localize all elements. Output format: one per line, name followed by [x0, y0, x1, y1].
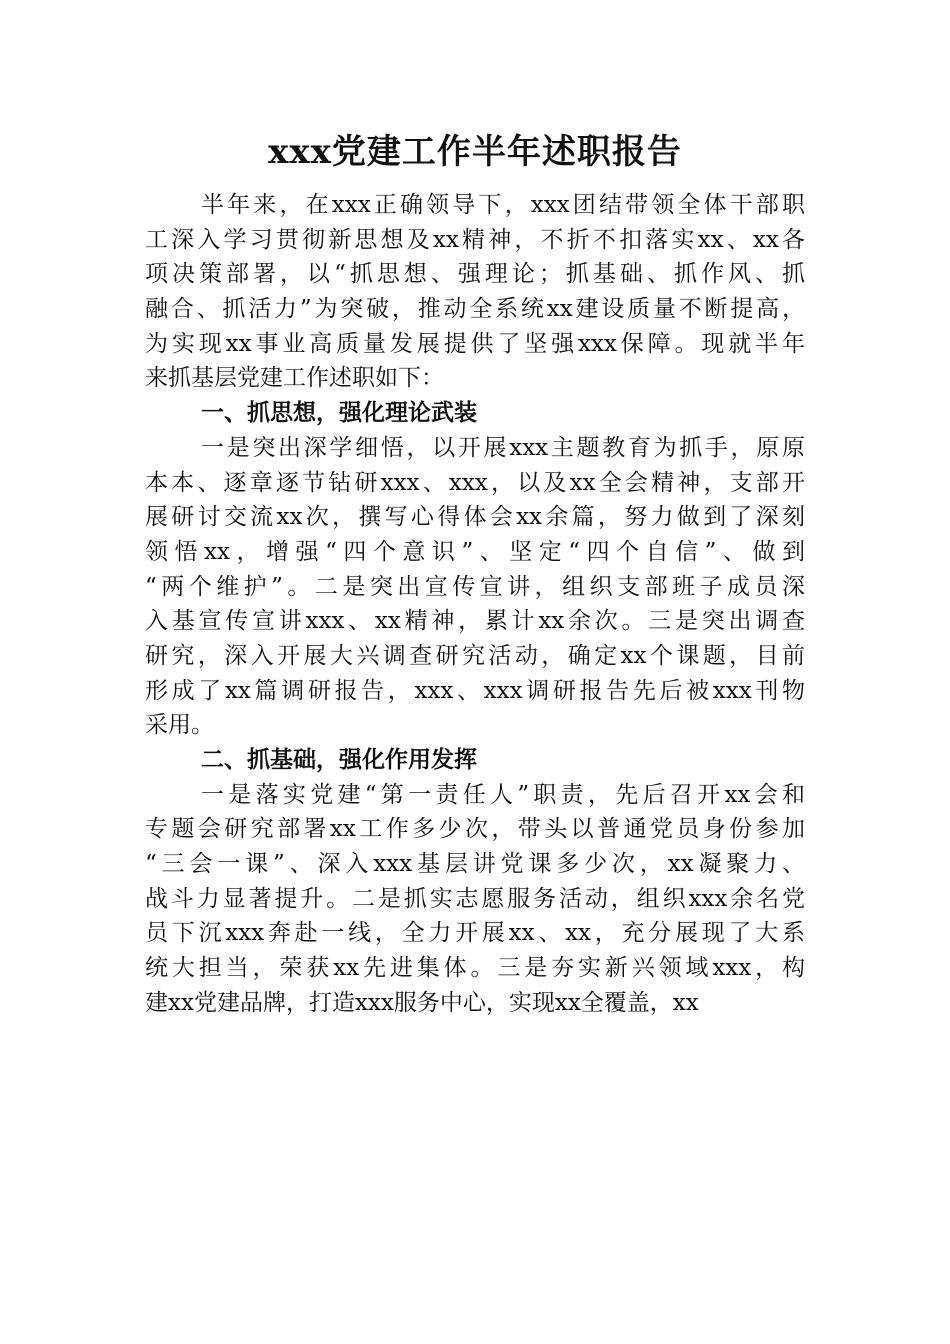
text-line: 融合、抓活力”为突破，推动全系统xx建设质量不断提高，	[145, 296, 805, 323]
text-line: “两个维护”。二是突出宣传宣讲，组织支部班子成员深	[145, 573, 805, 600]
text-line: 半年来，在xxx正确领导下，xxx团结带领全体干部职	[201, 192, 805, 218]
text-line: 统大担当，荣获xx先进集体。三是夯实新兴领域xxx，构	[145, 955, 805, 982]
paragraph	[145, 188, 805, 396]
text-line: 本本、逐章逐节钻研xxx、xxx，以及xx全会精神，支部开	[145, 469, 805, 496]
text-line: 专题会研究部署xx工作多少次，带头以普通党员身份参加	[145, 816, 805, 843]
text-line: 展研讨交流xx次，撰写心得体会xx余篇，努力做到了深刻	[145, 504, 805, 531]
document-title: xxx党建工作半年述职报告	[268, 132, 682, 172]
text-line: 建xx党建品牌，打造xxx服务中心，实现xx全覆盖，xx	[145, 989, 699, 1016]
text-line: 形成了xx篇调研报告，xxx、xxx调研报告先后被xxx刊物	[145, 677, 805, 704]
text-line: 战斗力显著提升。二是抓实志愿服务活动，组织xxx余名党	[145, 885, 805, 912]
heading-text: 二、抓基础，强化作用发挥	[201, 747, 477, 773]
text-line: 领悟xx，增强“四个意识”、坚定“四个自信”、做到	[145, 538, 805, 565]
paragraph	[145, 431, 805, 743]
text-line: “三会一课”、深入xxx基层讲党课多少次，xx凝聚力、	[145, 851, 805, 878]
text-line: 项决策部署，以“抓思想、强理论；抓基础、抓作风、抓	[145, 261, 805, 288]
text-line: 一是突出深学细悟，以开展xxx主题教育为抓手，原原	[201, 434, 805, 461]
text-line: 采用。	[145, 712, 214, 739]
text-line: 研究，深入开展大兴调查研究活动，确定xx个课题，目前	[145, 642, 805, 669]
document-body	[145, 188, 805, 1021]
text-line: 入基宣传宣讲xxx、xx精神，累计xx余次。三是突出调查	[145, 608, 805, 635]
section-heading	[145, 743, 805, 778]
text-line: 为实现xx事业高质量发展提供了坚强xxx保障。现就半年	[145, 330, 805, 357]
section-heading	[145, 396, 805, 431]
heading-text: 一、抓思想，强化理论武装	[201, 400, 477, 427]
text-line: 一是落实党建“第一责任人”职责，先后召开xx会和	[201, 781, 805, 808]
text-line: 员下沉xxx奔赴一线，全力开展xx、xx，充分展现了大系	[145, 920, 805, 947]
text-line: 工深入学习贯彻新思想及xx精神，不折不扣落实xx、xx各	[145, 226, 805, 253]
paragraph	[145, 778, 805, 1021]
text-line: 来抓基层党建工作述职如下：	[145, 365, 444, 392]
